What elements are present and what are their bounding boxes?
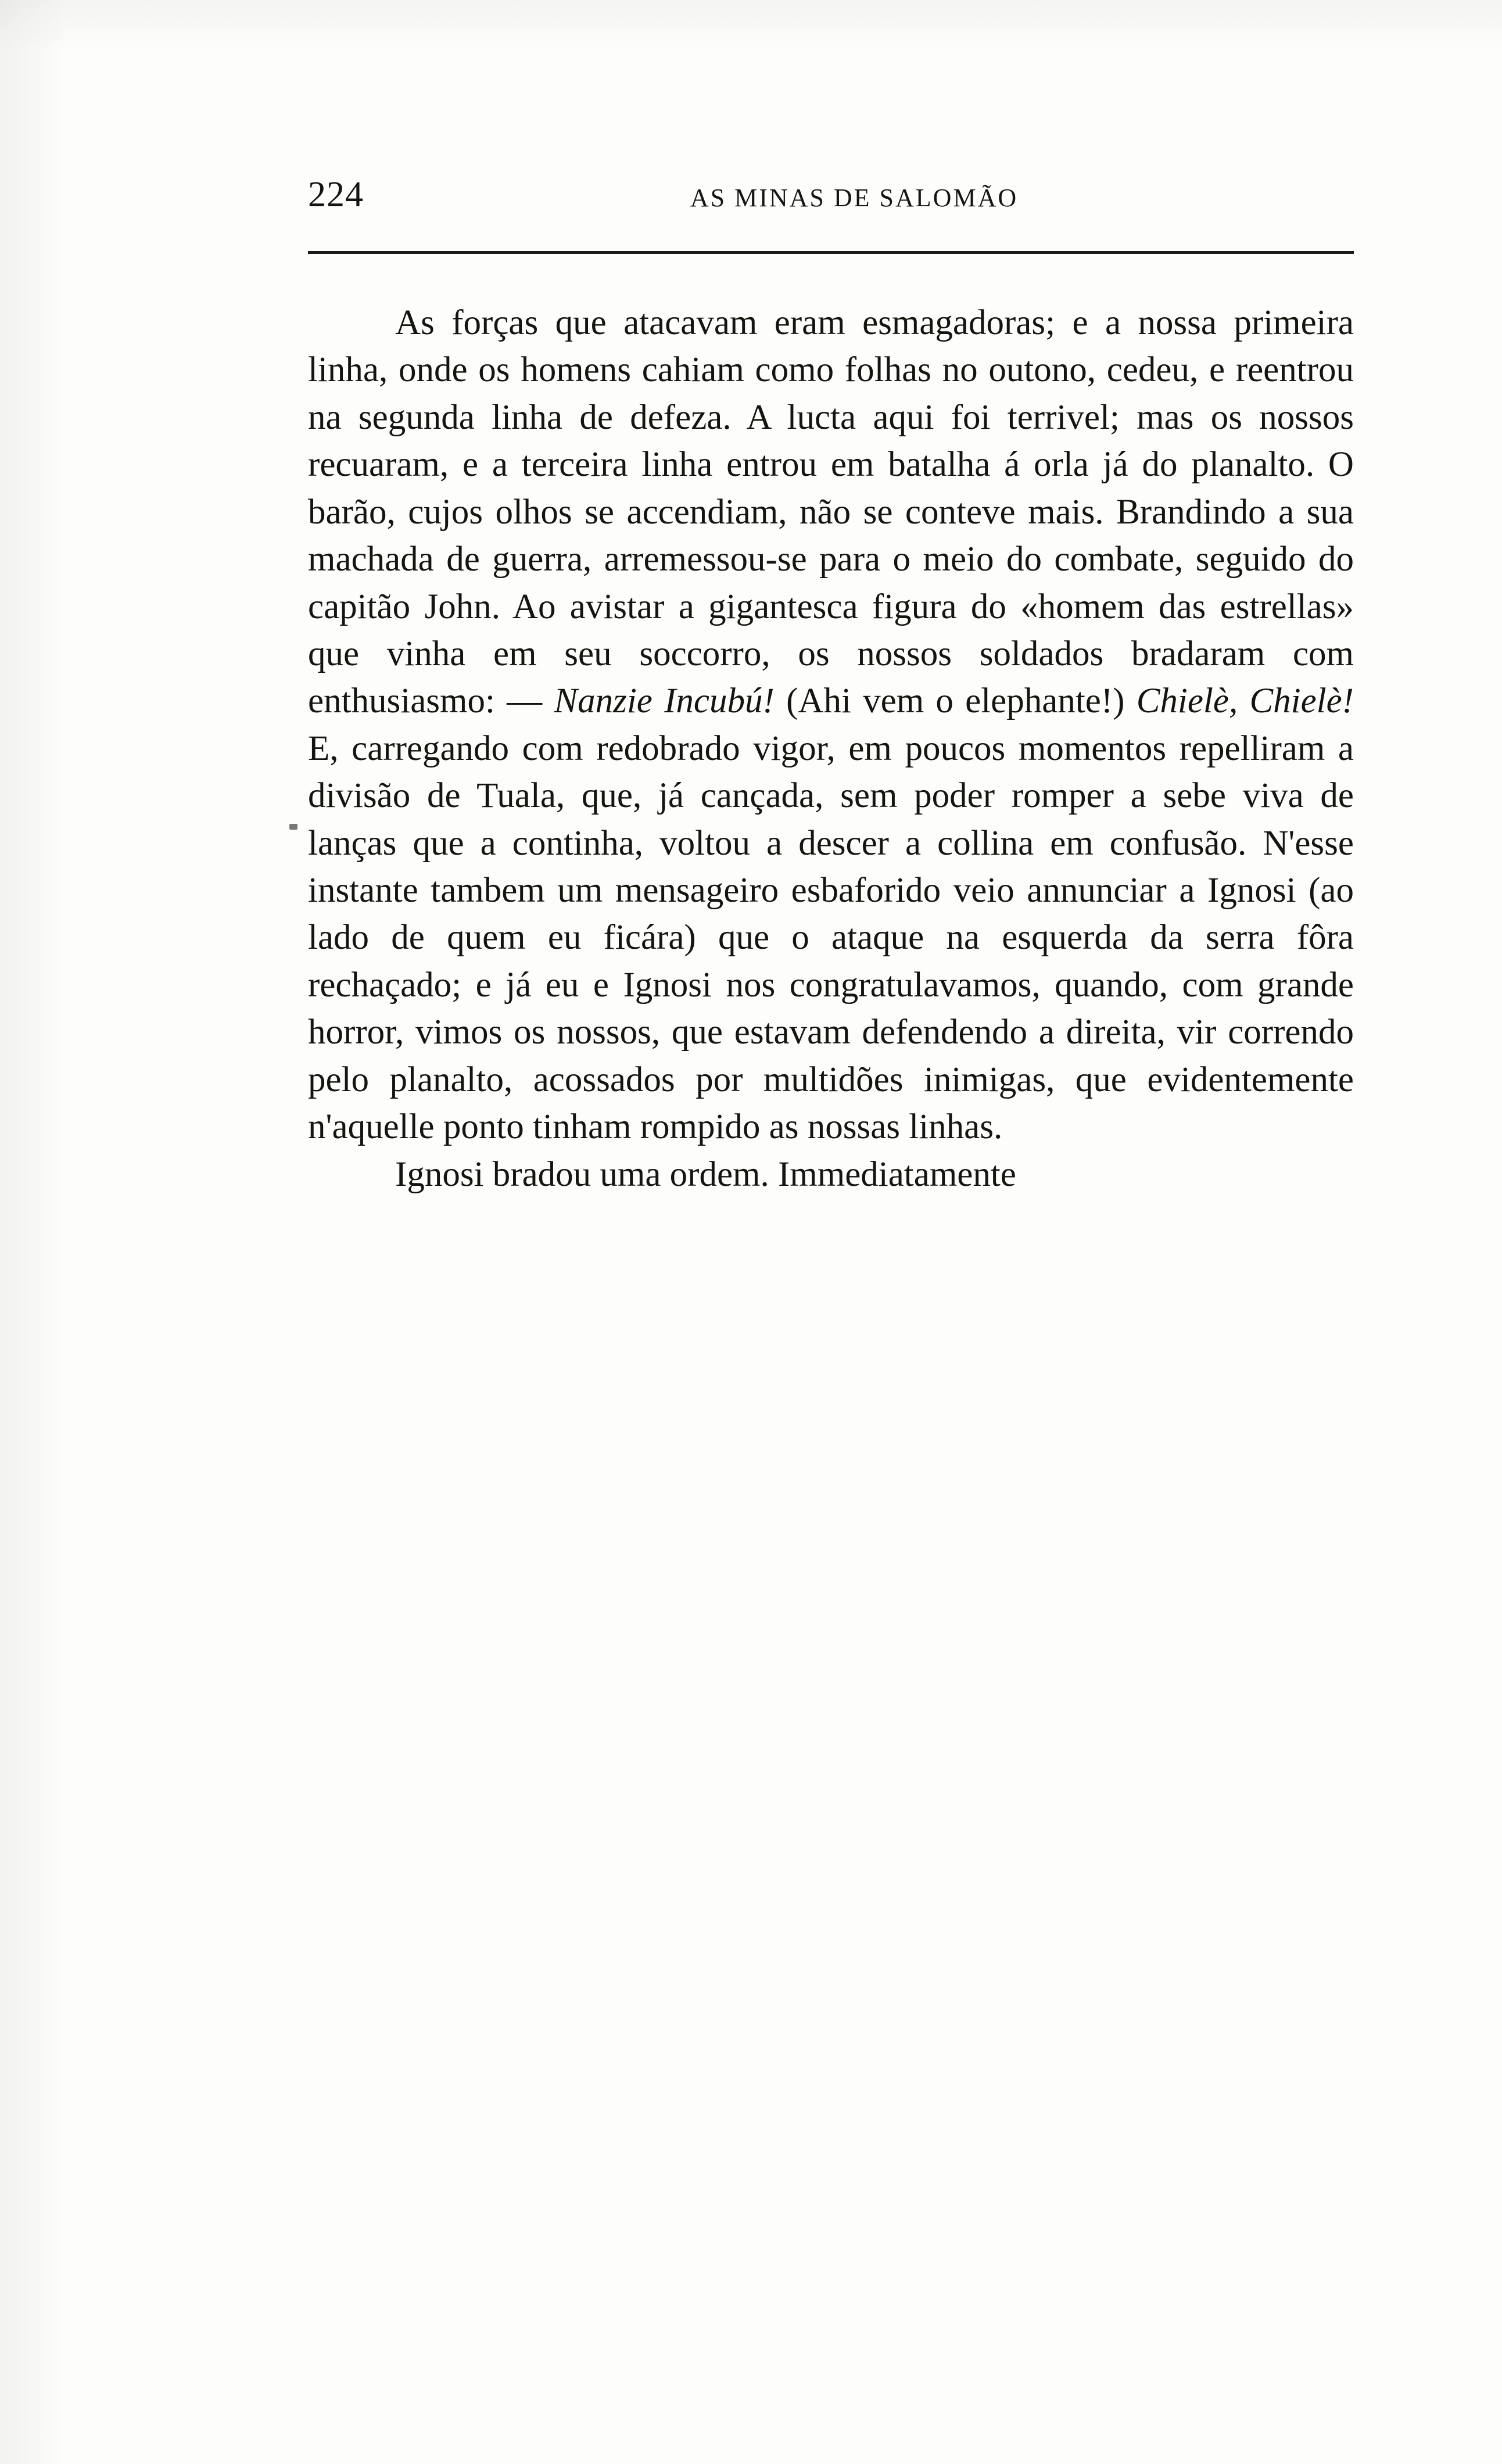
running-title: AS MINAS DE SALOMÃO [690, 184, 1019, 212]
italic-phrase-1: Nanzie Incubú! [554, 682, 775, 721]
header-rule [308, 251, 1354, 254]
page-number: 224 [308, 175, 364, 214]
body-text [308, 299, 1354, 1198]
paragraph-1 [308, 299, 1354, 1151]
page-top-shadow [0, 0, 1502, 52]
page-content [308, 174, 1354, 1198]
paragraph-1-segment-1: As forças que atacavam eram esmagadoras; e a nossa primeira linha, onde os homens cahiam como folhas no outono, cedeu, e reentrou na segunda linha de defeza. A lucta aqui foi terrivel; mas os nossos recuaram, e a terceira linha entrou em batalha á orla já do planalto. O barão, cujos olhos se accendiam, não se conteve mais. Brandindo a sua machada de guerra, arremessou-se para o meio do combate, seguido do capitão John. Ao avistar a gigantesca figura do «homem das estrellas» que vinha em seu soccorro, os nossos soldados bradaram com enthusiasmo: — [308, 303, 1354, 721]
paragraph-2: Ignosi bradou uma ordem. Immediatamente [395, 1154, 1016, 1194]
paragraph-1-segment-3: E, carregando com redobrado vigor, em poucos momentos repelliram a divisão de Tuala, que, já cançada, sem poder romper a sebe viva de lanças que a continha, voltou a descer a collina em confusão. N'esse instante tambem um mensageiro esbaforido veio annunciar a Ignosi (ao lado de quem eu ficára) que o ataque na esquerda da serra fôra rechaçado; e já eu e Ignosi nos congratulavamos, quando, com grande horror, vimos os nossos, que estavam defendendo a direita, vir correndo pelo planalto, acossados por multidões inimigas, que evidentemente n'aquelle ponto tinham rompido as nossas linhas. [308, 729, 1354, 1147]
margin-stray-mark [289, 824, 297, 830]
italic-phrase-2: Chielè, Chielè! [1136, 682, 1354, 721]
page-header [308, 174, 1354, 227]
paragraph-1-segment-2: (Ahi vem o elephante!) [774, 682, 1137, 721]
page-left-shadow [0, 0, 70, 2464]
